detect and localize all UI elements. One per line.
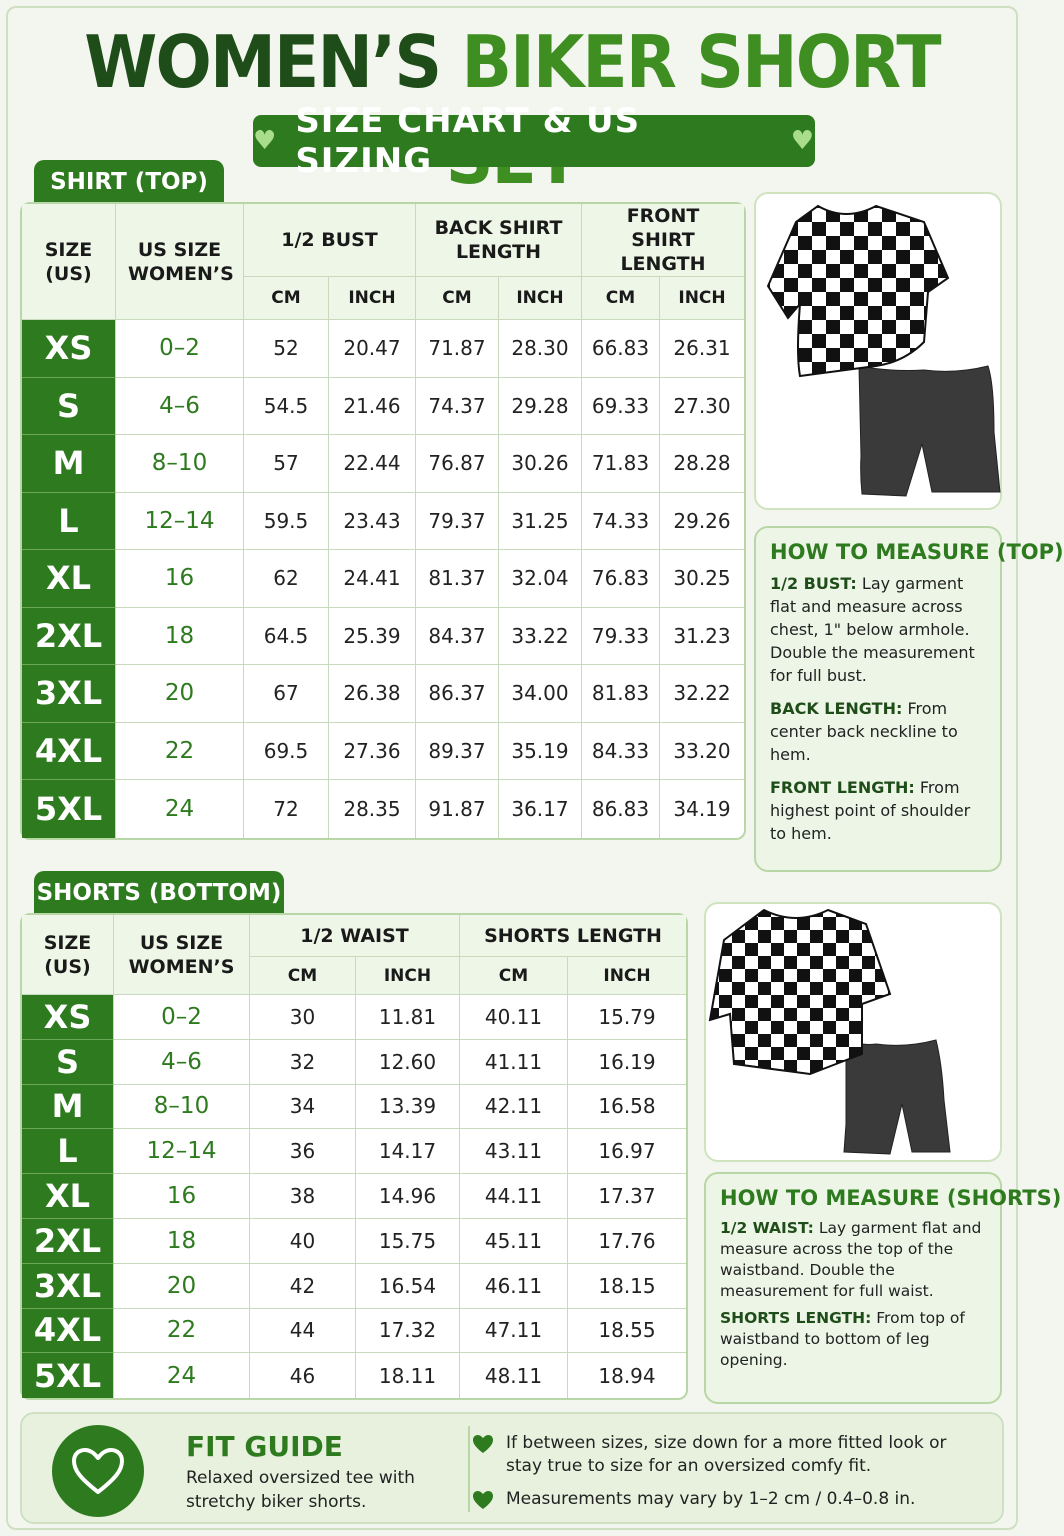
measurement-cell: 17.32	[356, 1309, 460, 1354]
tab-shorts-bottom: SHORTS (BOTTOM)	[34, 871, 284, 915]
header-back-length: BACK SHIRT LENGTH	[416, 204, 582, 277]
size-label: 3XL	[22, 1264, 114, 1309]
table-row	[22, 1353, 686, 1398]
header-size: SIZE (US)	[22, 915, 114, 995]
header-cm: CM	[244, 277, 329, 320]
measurement-cell: 18.11	[356, 1353, 460, 1398]
table-row	[22, 1129, 686, 1174]
header-front-length: FRONT SHIRT LENGTH	[582, 204, 744, 277]
measurement-cell: 67	[244, 665, 329, 723]
fit-guide-description: Relaxed oversized tee with stretchy biker shorts.	[186, 1468, 415, 1512]
us-size-value: 24	[116, 780, 244, 838]
table-row	[22, 780, 744, 838]
measurement-cell: 12.60	[356, 1040, 460, 1085]
measurement-cell: 69.33	[582, 378, 660, 436]
size-label: 4XL	[22, 1309, 114, 1354]
table-row	[22, 320, 744, 378]
measurement-cell: 36	[250, 1129, 356, 1174]
table-row	[22, 1309, 686, 1354]
measurement-cell: 16.97	[568, 1129, 686, 1174]
measurement-cell: 71.87	[416, 320, 499, 378]
size-label: S	[22, 1040, 114, 1085]
header-inch: INCH	[568, 957, 686, 995]
measurement-cell: 28.30	[499, 320, 582, 378]
measurement-cell: 32	[250, 1040, 356, 1085]
how-to-measure-shorts	[704, 1172, 1062, 1404]
table-row	[22, 665, 744, 723]
us-size-value: 22	[116, 723, 244, 781]
subtitle-banner	[253, 101, 815, 181]
size-label: XL	[22, 1174, 114, 1219]
measurement-cell: 43.11	[460, 1129, 568, 1174]
measurement-cell: 29.26	[660, 493, 744, 551]
us-size-value: 20	[114, 1264, 250, 1309]
measurement-cell: 18.94	[598, 1363, 656, 1388]
measurement-cell: 32.22	[660, 665, 744, 723]
measurement-cell: 34	[250, 1085, 356, 1130]
measure-back-length: BACK LENGTH: From center back neckline to hem.	[770, 699, 958, 764]
table-row	[22, 1174, 686, 1219]
us-size-value: 12–14	[114, 1129, 250, 1174]
measurement-cell: 29.28	[499, 378, 582, 436]
us-size-value: 0–2	[116, 320, 244, 378]
measurement-cell: 45.11	[460, 1219, 568, 1264]
measurement-cell: 36.17	[499, 780, 582, 838]
header-cm: CM	[416, 277, 499, 320]
size-label: 5XL	[22, 780, 116, 838]
measurement-cell: 38	[250, 1174, 356, 1219]
table-row	[22, 493, 744, 551]
measurement-cell: 27.36	[329, 723, 416, 781]
measurement-cell: 34.19	[673, 796, 731, 821]
size-label: 2XL	[22, 608, 116, 666]
measurement-cell: 18.15	[568, 1264, 686, 1309]
us-size-value: 18	[116, 608, 244, 666]
measurement-cell: 18.55	[568, 1309, 686, 1354]
us-size-value: 4–6	[114, 1040, 250, 1085]
measurement-cell: 74.33	[582, 493, 660, 551]
fit-note: Measurements may vary by 1–2 cm / 0.4–0.8 in.	[506, 1488, 976, 1511]
measurement-cell: 28.35	[329, 780, 416, 838]
shirt-size-table	[20, 202, 746, 840]
biker-set-illustration	[706, 904, 1004, 1164]
header-cm: CM	[250, 957, 356, 995]
product-image-bottom	[704, 902, 1002, 1162]
size-label: 2XL	[22, 1219, 114, 1264]
size-label: L	[22, 1129, 114, 1174]
measure-top-title: HOW TO MEASURE (TOP)	[770, 540, 1064, 564]
measurement-cell: 57	[244, 435, 329, 493]
measure-bust: 1/2 BUST: Lay garment flat and measure across chest, 1" below armhole. Double the measurement for full bust.	[770, 574, 975, 685]
measurement-cell: 86.37	[416, 665, 499, 723]
size-label: L	[22, 493, 116, 551]
measurement-cell: 14.17	[356, 1129, 460, 1174]
measurement-cell: 33.22	[499, 608, 582, 666]
header-cm: CM	[582, 277, 660, 320]
header-inch: INCH	[329, 277, 416, 320]
table-row	[22, 1085, 686, 1130]
us-size-value: 0–2	[114, 995, 250, 1040]
how-to-measure-top	[754, 526, 1064, 872]
table-row	[22, 723, 744, 781]
measurement-cell: 42	[250, 1264, 356, 1309]
measurement-cell: 30.25	[660, 550, 744, 608]
heart-icon: ♥	[790, 126, 815, 156]
size-label: 4XL	[22, 723, 116, 781]
us-size-value: 4–6	[116, 378, 244, 436]
product-image-top	[754, 192, 1002, 510]
header-us-size: US SIZE WOMEN’S	[114, 915, 250, 995]
heart-icon	[472, 1490, 494, 1517]
measurement-cell: 59.5	[244, 493, 329, 551]
size-label: S	[22, 378, 116, 436]
header-waist: 1/2 WAIST	[250, 915, 460, 957]
measurement-cell: 84.33	[582, 723, 660, 781]
table-row	[22, 1264, 686, 1309]
measurement-cell: 66.83	[582, 320, 660, 378]
measurement-cell: 30	[250, 995, 356, 1040]
measurement-cell: 84.37	[416, 608, 499, 666]
size-label: XS	[22, 995, 114, 1040]
measurement-cell: 42.11	[460, 1085, 568, 1130]
measurement-cell: 79.37	[416, 493, 499, 551]
us-size-value: 8–10	[116, 435, 244, 493]
measurement-cell: 17.37	[568, 1174, 686, 1219]
tab-shirt-top: SHIRT (TOP)	[34, 160, 224, 204]
measurement-cell: 71.83	[582, 435, 660, 493]
measurement-cell: 21.46	[329, 378, 416, 436]
table-row	[22, 995, 686, 1040]
measure-shorts-length: SHORTS LENGTH: From top of waistband to bottom of leg opening.	[720, 1309, 965, 1369]
measurement-cell: 40	[250, 1219, 356, 1264]
measurement-cell: 48.11	[460, 1353, 568, 1398]
measurement-cell: 22.44	[329, 435, 416, 493]
measurement-cell: 81.83	[582, 665, 660, 723]
measurement-cell: 40.11	[460, 995, 568, 1040]
shorts-size-table	[20, 913, 688, 1400]
measure-front-length: FRONT LENGTH: From highest point of shoulder to hem.	[770, 778, 971, 843]
measurement-cell: 54.5	[244, 378, 329, 436]
heart-icon: ♥	[253, 126, 278, 156]
measure-shorts-title: HOW TO MEASURE (SHORTS)	[720, 1186, 1062, 1210]
divider	[468, 1426, 470, 1512]
us-size-value: 8–10	[114, 1085, 250, 1130]
measurement-cell: 16.58	[568, 1085, 686, 1130]
measurement-cell: 32.04	[499, 550, 582, 608]
measurement-cell: 44	[250, 1309, 356, 1354]
us-size-value: 16	[114, 1174, 250, 1219]
fit-note: If between sizes, size down for a more fitted look or stay true to size for an oversized comfy fit.	[506, 1432, 976, 1478]
measurement-cell: 23.43	[329, 493, 416, 551]
measurement-cell: 52	[244, 320, 329, 378]
measurement-cell: 64.5	[244, 608, 329, 666]
measurement-cell: 34.00	[499, 665, 582, 723]
header-us-size: US SIZE WOMEN’S	[116, 204, 244, 320]
us-size-value: 20	[116, 665, 244, 723]
measure-waist: 1/2 WAIST: Lay garment flat and measure across the top of the waistband. Double the measurement for full waist.	[720, 1219, 982, 1300]
measurement-cell: 16.19	[568, 1040, 686, 1085]
measurement-cell: 41.11	[460, 1040, 568, 1085]
measurement-cell: 26.31	[660, 320, 744, 378]
fit-guide-title: FIT GUIDE	[186, 1430, 343, 1463]
measurement-cell: 69.5	[244, 723, 329, 781]
heart-outline-icon	[52, 1425, 144, 1517]
measurement-cell: 89.37	[416, 723, 499, 781]
measurement-cell: 17.76	[568, 1219, 686, 1264]
measurement-cell: 72	[244, 780, 329, 838]
measurement-cell: 76.83	[582, 550, 660, 608]
measurement-cell: 15.79	[568, 995, 686, 1040]
measurement-cell: 35.19	[499, 723, 582, 781]
size-label: 3XL	[22, 665, 116, 723]
header-bust: 1/2 BUST	[244, 204, 416, 277]
measurement-cell: 24.41	[329, 550, 416, 608]
measurement-cell: 47.11	[460, 1309, 568, 1354]
us-size-value: 12–14	[116, 493, 244, 551]
measurement-cell: 81.37	[416, 550, 499, 608]
measurement-cell: 76.87	[416, 435, 499, 493]
heart-icon	[472, 1434, 494, 1461]
measurement-cell: 11.81	[356, 995, 460, 1040]
title-part-1: WOMEN’S	[84, 20, 441, 104]
us-size-value: 22	[114, 1309, 250, 1354]
header-inch: INCH	[356, 957, 460, 995]
title-part-2: BIKER SHORT	[461, 20, 940, 104]
measurement-cell: 26.38	[329, 665, 416, 723]
measurement-cell: 15.75	[356, 1219, 460, 1264]
size-label: M	[22, 1085, 114, 1130]
biker-set-illustration	[756, 194, 1004, 512]
table-row	[22, 378, 744, 436]
measurement-cell: 74.37	[416, 378, 499, 436]
measurement-cell: 91.87	[416, 780, 499, 838]
table-row	[22, 1040, 686, 1085]
header-shorts-length: SHORTS LENGTH	[460, 915, 686, 957]
fit-guide	[20, 1412, 1004, 1524]
measurement-cell: 31.25	[499, 493, 582, 551]
table-row	[22, 1219, 686, 1264]
size-label: XL	[22, 550, 116, 608]
measurement-cell: 13.39	[356, 1085, 460, 1130]
measurement-cell: 44.11	[460, 1174, 568, 1219]
us-size-value: 18	[114, 1219, 250, 1264]
us-size-value: 16	[116, 550, 244, 608]
measurement-cell: 27.30	[660, 378, 744, 436]
measurement-cell: 62	[244, 550, 329, 608]
measurement-cell: 30.26	[499, 435, 582, 493]
header-inch: INCH	[660, 277, 744, 320]
measurement-cell: 46.11	[460, 1264, 568, 1309]
measurement-cell: 16.54	[356, 1264, 460, 1309]
size-label: M	[22, 435, 116, 493]
measurement-cell: 14.96	[356, 1174, 460, 1219]
measurement-cell: 28.28	[660, 435, 744, 493]
measurement-cell: 31.23	[660, 608, 744, 666]
header-inch: INCH	[499, 277, 582, 320]
header-size: SIZE (US)	[22, 204, 116, 320]
measurement-cell: 33.20	[660, 723, 744, 781]
measurement-cell: 25.39	[329, 608, 416, 666]
size-label: XS	[22, 320, 116, 378]
measurement-cell: 79.33	[582, 608, 660, 666]
table-row	[22, 608, 744, 666]
us-size-value: 24	[114, 1353, 250, 1398]
size-label: 5XL	[22, 1353, 114, 1398]
measurement-cell: 86.83	[582, 780, 660, 838]
measurement-cell: 20.47	[329, 320, 416, 378]
measurement-cell: 46	[250, 1353, 356, 1398]
subtitle-text: SIZE CHART & US SIZING	[295, 101, 641, 181]
table-row	[22, 435, 744, 493]
table-row	[22, 550, 744, 608]
header-cm: CM	[460, 957, 568, 995]
